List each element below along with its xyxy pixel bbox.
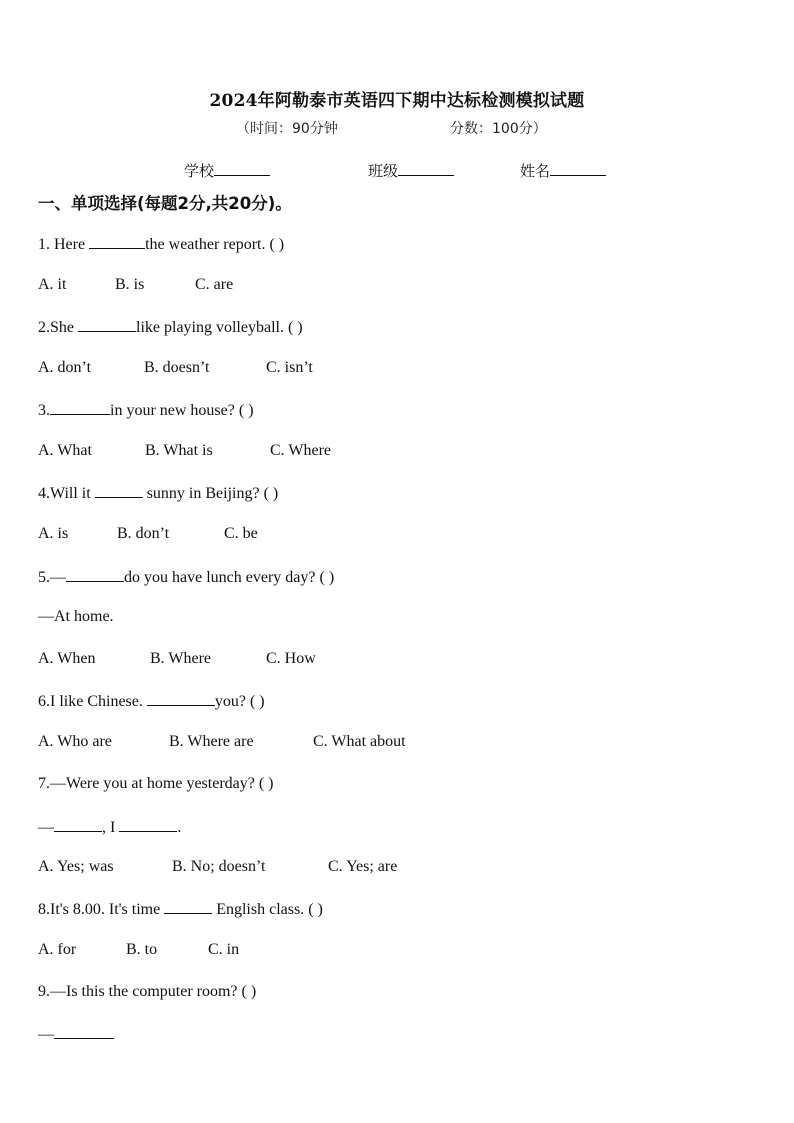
- question-8: [38, 898, 323, 920]
- option-b[interactable]: B. What is: [145, 442, 213, 459]
- question-text: , I: [102, 819, 120, 836]
- option-a[interactable]: A. Yes; was: [38, 858, 114, 875]
- question-text: 2.She: [38, 319, 78, 336]
- answer-blank[interactable]: [164, 898, 212, 914]
- option-a[interactable]: A. for: [38, 941, 77, 958]
- option-b[interactable]: B. Where are: [169, 733, 254, 750]
- answer-blank[interactable]: [89, 233, 145, 249]
- option-b[interactable]: B. don’t: [117, 525, 170, 542]
- section-title: 一、单项选择(每题2分,共20分)。: [38, 194, 292, 213]
- question-5-options: [38, 649, 316, 669]
- question-text: the weather report. ( ): [145, 236, 285, 253]
- question-3-options: [38, 441, 331, 461]
- option-a[interactable]: A. don’t: [38, 359, 92, 376]
- exam-title: 2024年阿勒泰市英语四下期中达标检测模拟试题: [209, 91, 585, 111]
- question-7-answer: [38, 816, 181, 838]
- question-text: .: [177, 819, 182, 836]
- question-3: [38, 399, 254, 421]
- question-8-options: [38, 940, 239, 960]
- option-a[interactable]: A. it: [38, 276, 67, 293]
- option-a[interactable]: A. is: [38, 525, 69, 542]
- answer-blank[interactable]: [147, 690, 215, 706]
- class-blank[interactable]: [398, 161, 454, 176]
- option-b[interactable]: B. Where: [150, 650, 212, 667]
- option-a[interactable]: A. What: [38, 442, 92, 459]
- question-2: [38, 316, 303, 338]
- question-7: 7.—Were you at home yesterday? ( ): [38, 775, 274, 792]
- question-text: in your new house? ( ): [110, 402, 254, 419]
- answer-blank[interactable]: [119, 816, 177, 832]
- school-field[interactable]: [184, 160, 270, 181]
- name-blank[interactable]: [550, 161, 606, 176]
- question-6-options: [38, 732, 406, 752]
- option-b[interactable]: B. No; doesn’t: [172, 858, 266, 875]
- option-a[interactable]: A. Who are: [38, 733, 112, 750]
- question-1: [38, 233, 284, 255]
- time-limit: （时间：90分钟: [236, 121, 338, 137]
- question-4-options: [38, 524, 258, 544]
- name-field[interactable]: [520, 160, 606, 181]
- question-text: you? ( ): [214, 693, 265, 710]
- question-7-options: [38, 857, 397, 877]
- option-b[interactable]: B. is: [115, 276, 145, 293]
- school-label: 学校: [184, 162, 215, 180]
- class-label: 班级: [368, 162, 399, 180]
- question-5: [38, 566, 334, 588]
- name-label: 姓名: [520, 162, 551, 180]
- question-text: 1. Here: [38, 236, 90, 253]
- question-5-answer: —At home.: [38, 608, 114, 625]
- dash: —: [38, 819, 54, 836]
- option-c[interactable]: C. Where: [270, 442, 332, 459]
- question-text: sunny in Beijing? ( ): [142, 485, 279, 502]
- question-text: 4.Will it: [38, 485, 95, 502]
- option-c[interactable]: C. How: [266, 650, 316, 667]
- answer-blank[interactable]: [50, 399, 110, 415]
- question-text: 5.—: [38, 569, 66, 586]
- option-b[interactable]: B. doesn’t: [144, 359, 210, 376]
- option-c[interactable]: C. Yes; are: [328, 858, 398, 875]
- option-b[interactable]: B. to: [126, 941, 158, 958]
- answer-blank[interactable]: [66, 566, 124, 582]
- answer-blank[interactable]: [78, 316, 136, 332]
- question-text: 6.I like Chinese.: [38, 693, 147, 710]
- question-2-options: [38, 358, 313, 378]
- option-c[interactable]: C. in: [208, 941, 240, 958]
- option-c[interactable]: C. be: [224, 525, 258, 542]
- question-1-options: [38, 275, 233, 295]
- option-c[interactable]: C. isn’t: [266, 359, 313, 376]
- answer-blank[interactable]: [54, 1023, 114, 1039]
- question-6: [38, 690, 265, 712]
- question-text: 3.: [38, 402, 50, 419]
- answer-blank[interactable]: [54, 816, 102, 832]
- dash: —: [38, 1026, 54, 1043]
- question-text: English class. ( ): [212, 901, 323, 918]
- question-9-answer: [38, 1023, 114, 1045]
- option-c[interactable]: C. are: [195, 276, 234, 293]
- school-blank[interactable]: [214, 161, 270, 176]
- answer-blank[interactable]: [95, 482, 143, 498]
- question-text: do you have lunch every day? ( ): [124, 569, 335, 586]
- option-a[interactable]: A. When: [38, 650, 96, 667]
- question-text: 8.It's 8.00. It's time: [38, 901, 165, 918]
- question-9: 9.—Is this the computer room? ( ): [38, 983, 257, 1000]
- option-c[interactable]: C. What about: [313, 733, 406, 750]
- class-field[interactable]: [368, 160, 454, 181]
- question-text: like playing volleyball. ( ): [136, 319, 303, 336]
- total-score: 分数：100分）: [450, 121, 547, 137]
- question-4: [38, 482, 278, 504]
